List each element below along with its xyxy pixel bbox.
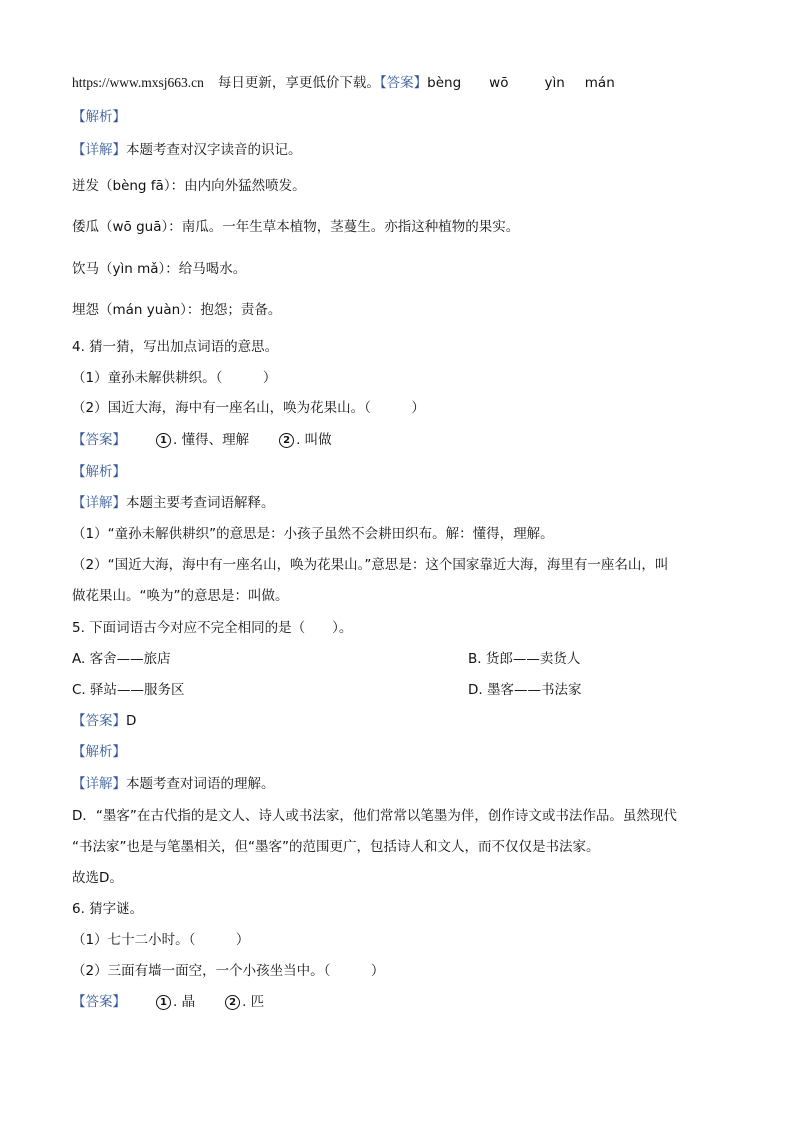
header-line: [72, 73, 615, 93]
q6-answer: [72, 992, 264, 1012]
q3-detail-tag: 【详解】: [72, 142, 126, 158]
q4-exp-2a: （2）“国近大海，海中有一座名山，唤为花果山。”意思是：这个国家靠近大海，海里有一座名山，叫: [72, 557, 669, 573]
q6-ans2-number: 2: [225, 995, 240, 1010]
q5-detail-tag: 【详解】: [72, 776, 126, 792]
q5-answer-tag: 【答案】: [72, 713, 126, 729]
q3-item-1: 迸发（bèng fā）：由内向外猛然喷发。: [72, 178, 306, 194]
q5-option-a: A. 客舍——旅店: [72, 651, 171, 667]
pinyin-1: bèng: [427, 75, 462, 91]
q4-sub-1: （1）童孙未解供耕织。（ ）: [72, 370, 277, 386]
q4-ans2: . 叫做: [296, 432, 332, 448]
q4-sub-2: （2）国近大海，海中有一座名山，唤为花果山。（ ）: [72, 400, 425, 416]
q4-exp-2b: 做花果山。“唤为”的意思是：叫做。: [72, 588, 289, 604]
q5-options-row-2: [72, 680, 722, 700]
q5-answer: [72, 711, 136, 731]
q5-answer-value: D: [126, 713, 137, 729]
q4-detail: [72, 493, 275, 513]
q4-title: 4. 猜一猜，写出加点词语的意思。: [72, 339, 279, 355]
q5-conclusion: 故选D。: [72, 870, 123, 886]
q5-option-b: B. 货郎——卖货人: [468, 651, 581, 667]
source-url: https://www.mxsj663.cn: [72, 75, 204, 90]
q3-detail-text: 本题考查对汉字读音的识记。: [126, 142, 302, 158]
q4-ans1-number: 1: [156, 433, 171, 448]
q5-option-d: D. 墨客——书法家: [468, 682, 582, 698]
q4-answer-tag: 【答案】: [72, 432, 126, 448]
q6-sub-2: （2）三面有墙一面空，一个小孩坐当中。（ ）: [72, 963, 385, 979]
q6-ans1-number: 1: [156, 995, 171, 1010]
q3-analysis-tag: 【解析】: [72, 109, 126, 125]
q4-analysis-tag: 【解析】: [72, 464, 126, 480]
pinyin-4: mán: [584, 75, 615, 91]
q4-ans1: . 懂得、理解: [173, 432, 250, 448]
q5-detail-text: 本题考查对词语的理解。: [126, 776, 275, 792]
slogan: 每日更新，享更低价下载。: [217, 75, 380, 91]
q3-item-2: 倭瓜（wō guā）：南瓜。一年生草本植物，茎蔓生。亦指这种植物的果实。: [72, 219, 520, 235]
q6-ans2: . 匹: [242, 994, 265, 1010]
q5-title: 5. 下面词语古今对应不完全相同的是（ ）。: [72, 620, 353, 636]
q5-analysis-tag: 【解析】: [72, 744, 126, 760]
q5-option-c: C. 驿站——服务区: [72, 682, 185, 698]
q4-detail-tag: 【详解】: [72, 495, 126, 511]
pinyin-2: wō: [489, 75, 509, 91]
q6-answer-tag: 【答案】: [72, 994, 126, 1010]
pinyin-3: yìn: [544, 75, 565, 91]
q4-answer: [72, 430, 332, 450]
q6-title: 6. 猜字谜。: [72, 901, 144, 917]
q5-detail: [72, 774, 275, 794]
q6-sub-1: （1）七十二小时。（ ）: [72, 932, 250, 948]
q6-ans1: . 晶: [173, 994, 196, 1010]
q5-exp-2: “书法家”也是与笔墨相关，但“墨客”的范围更广，包括诗人和文人，而不仅仅是书法家。: [72, 839, 600, 855]
q4-ans2-number: 2: [279, 433, 294, 448]
q4-exp-1: （1）“童孙未解供耕织”的意思是：小孩子虽然不会耕田织布。解：懂得，理解。: [72, 526, 554, 542]
q3-detail: [72, 140, 302, 160]
q5-options-row-1: [72, 649, 722, 669]
q3-item-3: 饮马（yìn mǎ）：给马喝水。: [72, 261, 247, 277]
answer-tag: 【答案】: [379, 75, 428, 91]
q4-detail-text: 本题主要考查词语解释。: [126, 495, 275, 511]
q3-item-4: 埋怨（mán yuàn）：抱怨；责备。: [72, 302, 282, 318]
q5-exp-1: D．“墨客”在古代指的是文人、诗人或书法家，他们常常以笔墨为伴，创作诗文或书法作品。虽然现代: [72, 808, 677, 824]
